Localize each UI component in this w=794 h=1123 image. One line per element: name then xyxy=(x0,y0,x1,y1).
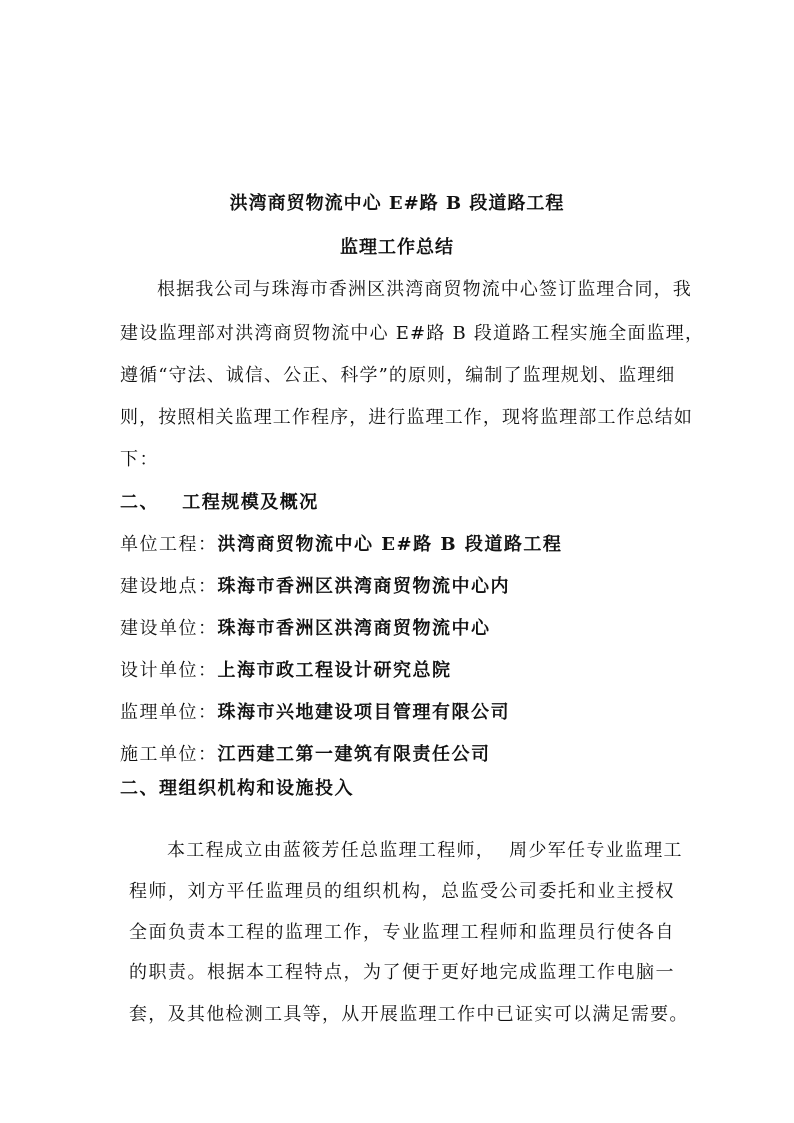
info-value: 珠海市兴地建设项目管理有限公司 xyxy=(217,702,510,723)
info-value: 珠海市香洲区洪湾商贸物流中心内 xyxy=(217,576,510,597)
info-label: 设计单位： xyxy=(120,660,218,681)
body-line: 全面负责本工程的监理工作，专业监理工程师和监理员行使各自 xyxy=(129,922,675,943)
intro-line: 则，按照相关监理工作程序，进行监理工作，现将监理部工作总结如 xyxy=(120,407,693,428)
intro-line: 下： xyxy=(120,449,159,470)
body-line: 的职责。根据本工程特点，为了便于更好地完成监理工作电脑一 xyxy=(129,962,675,983)
body-line: 套，及其他检测工具等，从开展监理工作中已证实可以满足需要。 xyxy=(129,1004,689,1025)
info-value: 江西建工第一建筑有限责任公司 xyxy=(217,744,491,765)
info-row xyxy=(120,698,510,724)
info-label: 施工单位： xyxy=(120,744,218,765)
body-line: 程师，刘方平任监理员的组织机构，总监受公司委托和业主授权 xyxy=(129,881,675,902)
info-row xyxy=(120,656,452,682)
body-line: 本工程成立由蓝筱芳任总监理工程师， 周少军任专业监理工 xyxy=(167,840,683,861)
intro-line: 遵循“守法、诚信、公正、科学”的原则，编制了监理规划、监理细 xyxy=(120,365,676,386)
info-row xyxy=(120,530,562,556)
document-subtitle: 监理工作总结 xyxy=(340,237,454,258)
info-label: 建设单位： xyxy=(120,618,218,639)
info-value: 上海市政工程设计研究总院 xyxy=(217,660,452,681)
info-row xyxy=(120,572,510,598)
info-value: 洪湾商贸物流中心 E#路 B 段道路工程 xyxy=(217,534,563,555)
intro-line: 根据我公司与珠海市香洲区洪湾商贸物流中心签订监理合同，我 xyxy=(157,279,692,300)
info-label: 监理单位： xyxy=(120,702,218,723)
info-row xyxy=(120,614,491,640)
info-row xyxy=(120,740,491,766)
section-heading: 二、理组织机构和设施投入 xyxy=(120,778,354,799)
document-title: 洪湾商贸物流中心 E#路 B 段道路工程 xyxy=(229,193,565,214)
section-heading: 二、 工程规模及概况 xyxy=(120,492,319,513)
info-label: 单位工程： xyxy=(120,534,218,555)
intro-line: 建设监理部对洪湾商贸物流中心 E#路 B 段道路工程实施全面监理， xyxy=(120,323,705,344)
info-label: 建设地点： xyxy=(120,576,218,597)
info-value: 珠海市香洲区洪湾商贸物流中心 xyxy=(217,618,491,639)
